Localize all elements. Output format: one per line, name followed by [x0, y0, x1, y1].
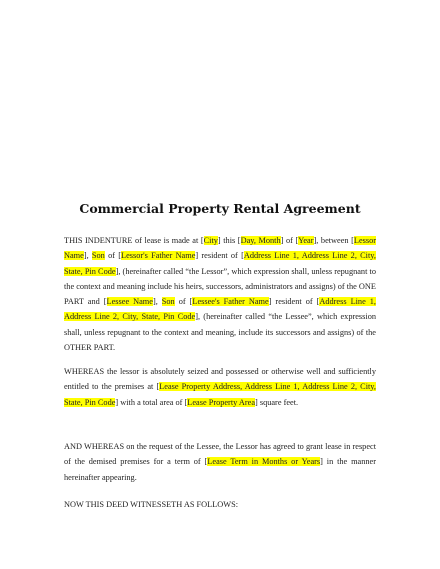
body-text: ] in the manner hereinafter appearing. [64, 457, 376, 482]
witnesseth-paragraph [64, 497, 376, 512]
premises-paragraph [64, 364, 376, 410]
placeholder-field: Lessor Name [64, 236, 377, 261]
placeholder-field: Lessor's Father Name [121, 251, 196, 261]
placeholder-field: Address Line 1, Address Line 2, City, State, Pin Code [64, 251, 376, 276]
placeholder-field: Lease Property Address, Address Line 1, Address Line 2, City, State, Pin Code [64, 382, 376, 407]
placeholder-field: Day, Month [240, 236, 281, 245]
placeholder-field: Lessee Name [106, 297, 153, 307]
body-text: ], (hereinafter called “the Lessor”, which expression shall, unless repugnant to the context and meaning include his heirs, successors, administrators and assigns) of the ONE PART and [ [64, 266, 376, 307]
body-text: ], (hereinafter called “the Lessee”, which expression shall, unless repugnant to the context and meaning, include its successors and assigns) of the OTHER PART. [64, 312, 376, 353]
lease-term-paragraph [64, 439, 376, 485]
body-text: ] square feet. [255, 397, 299, 407]
body-text: of [ [174, 297, 193, 307]
page-title: Commercial Property Rental Agreement [79, 201, 361, 216]
body-text: ], between [ [313, 236, 354, 245]
body-text: THIS INDENTURE of lease is made at [ [64, 236, 204, 245]
body-text: ] of [ [280, 236, 299, 245]
placeholder-field: City [203, 236, 218, 245]
placeholder-field: Son [161, 297, 175, 307]
body-text: of [ [104, 251, 122, 261]
placeholder-field: Son [91, 251, 105, 261]
body-text: ] with a total area of [ [115, 397, 188, 407]
body-text: ], [152, 297, 162, 307]
placeholder-field: Lease Property Area [187, 397, 256, 407]
body-text: AND WHEREAS on the request of the Lessee, the Lessor has agreed to grant lease in respect of the demised premises for a term of [ [64, 442, 376, 467]
placeholder-field: Lease Term in Months or Years [207, 457, 321, 467]
body-text: NOW THIS DEED WITNESSETH AS FOLLOWS: [64, 500, 239, 509]
body-text: ] this [ [217, 236, 241, 245]
body-text: WHEREAS the lessor is absolutely seized and possessed or otherwise well and sufficiently entitled to the premises at [ [64, 367, 376, 392]
parties-paragraph [64, 233, 376, 355]
body-text: ] resident of [ [195, 251, 244, 261]
body-text: ] resident of [ [268, 297, 320, 307]
placeholder-field: Year [298, 236, 314, 245]
placeholder-field: Address Line 1, Address Line 2, City, State, Pin Code [64, 297, 376, 322]
body-text: ], [83, 251, 92, 261]
placeholder-field: Lessee's Father Name [192, 297, 269, 307]
